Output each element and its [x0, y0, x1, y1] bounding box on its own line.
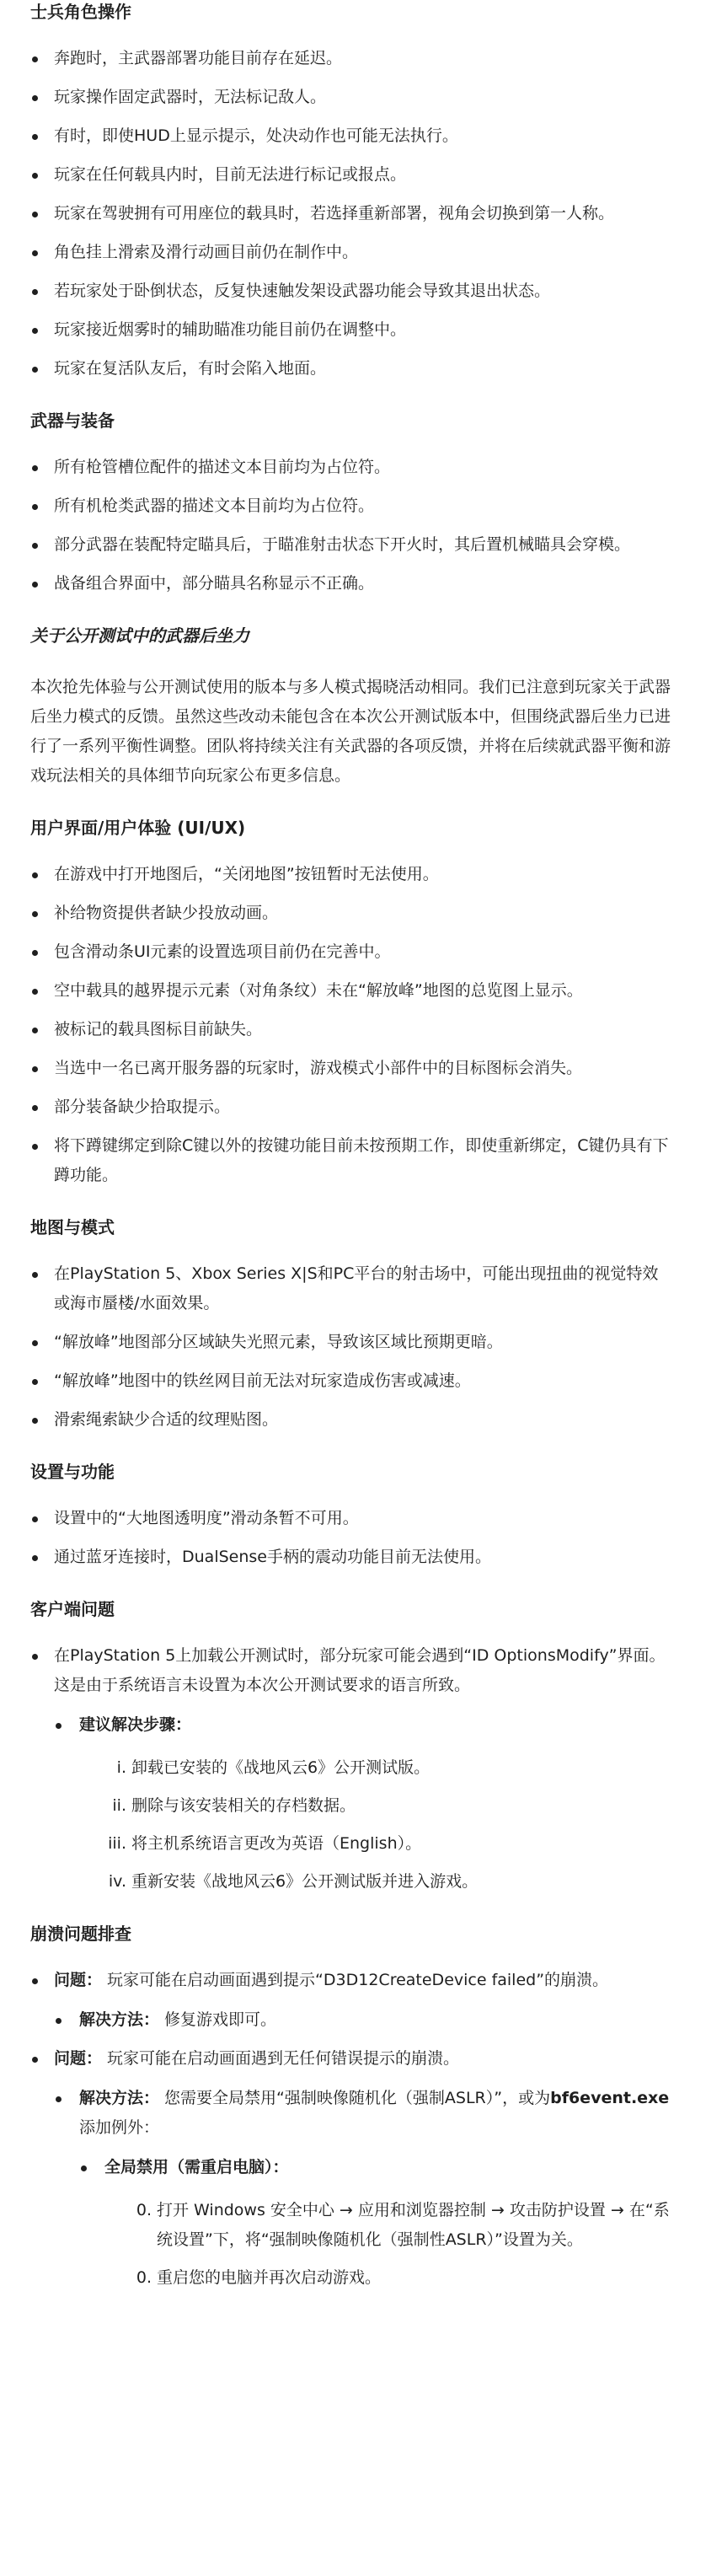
section-recoil — [30, 624, 674, 791]
section-title-recoil: 关于公开测试中的武器后坐力 — [30, 625, 249, 646]
step-item — [104, 1791, 674, 1821]
step-number: ii. — [112, 1796, 126, 1815]
list-item: 玩家在任何载具内时，目前无法进行标记或报点。 — [30, 160, 674, 190]
step-text: 打开 Windows 安全中心 → 应用和浏览器控制 → 攻击防护设置 → 在“系统设置”下，将“强制映像随机化（强制性ASLR）”设置为关。 — [157, 2201, 670, 2249]
problem-text: 玩家可能在启动画面遇到提示“D3D12CreateDevice failed”的崩溃。 — [102, 1971, 609, 1989]
list-item — [54, 1710, 674, 1897]
section-uiux — [30, 816, 674, 1190]
list-item — [79, 2153, 674, 2293]
list-item — [54, 2005, 674, 2035]
step-number: iii. — [108, 1834, 126, 1853]
list-item: 补给物资提供者缺少投放动画。 — [30, 899, 674, 928]
step-text: 卸载已安装的《战地风云6》公开测试版。 — [131, 1758, 431, 1777]
problem-label: 问题： — [54, 2049, 103, 2068]
step-text: 删除与该安装相关的存档数据。 — [131, 1796, 356, 1815]
list-item — [30, 2044, 674, 2293]
section-title-client: 客户端问题 — [30, 1599, 115, 1619]
list-item — [54, 2084, 674, 2293]
list-item: 部分武器在装配特定瞄具后，于瞄准射击状态下开火时，其后置机械瞄具会穿模。 — [30, 530, 674, 560]
problem-label: 问题： — [54, 1971, 103, 1989]
list-item: 将下蹲键绑定到除C键以外的按键功能目前未按预期工作，即使重新绑定，C键仍具有下蹲功能。 — [30, 1131, 674, 1190]
solution-label: 解决方法： — [79, 2010, 160, 2029]
list-item: 战备组合界面中，部分瞄具名称显示不正确。 — [30, 569, 674, 598]
list-item: 在PlayStation 5、Xbox Series X|S和PC平台的射击场中，可能出现扭曲的视觉特效或海市蜃楼/水面效果。 — [30, 1259, 674, 1318]
section-weapons — [30, 409, 674, 598]
list-crash — [30, 1966, 674, 2293]
list-item: “解放峰”地图中的铁丝网目前无法对玩家造成伤害或减速。 — [30, 1366, 674, 1396]
client-nested-list — [54, 1710, 674, 1897]
solution-text: 修复游戏即可。 — [159, 2010, 277, 2029]
list-item: 在游戏中打开地图后，“关闭地图”按钮暂时无法使用。 — [30, 860, 674, 889]
solution-text: 您需要全局禁用“强制映像随机化（强制ASLR）”，或为 — [159, 2089, 551, 2107]
global-steps-list — [104, 2196, 674, 2293]
client-issue-text: 在PlayStation 5上加载公开测试时，部分玩家可能会遇到“ID OptionsModify”界面。这是由于系统语言未设置为本次公开测试要求的语言所致。 — [54, 1646, 666, 1694]
list-item: 设置中的“大地图透明度”滑动条暂不可用。 — [30, 1504, 674, 1533]
section-title-uiux: 用户界面/用户体验 (UI/UX) — [30, 818, 246, 838]
section-title-weapons: 武器与装备 — [30, 411, 115, 431]
list-item: 玩家在复活队友后，有时会陷入地面。 — [30, 354, 674, 384]
solution-label: 解决方法： — [79, 2089, 160, 2107]
list-item: 玩家在驾驶拥有可用座位的载具时，若选择重新部署，视角会切换到第一人称。 — [30, 199, 674, 228]
step-number: iv. — [108, 1872, 126, 1891]
list-client — [30, 1641, 674, 1897]
section-title-crash: 崩溃问题排查 — [30, 1924, 131, 1944]
list-maps — [30, 1259, 674, 1435]
list-item: 所有机枪类武器的描述文本目前均为占位符。 — [30, 491, 674, 521]
list-item: 当选中一名已离开服务器的玩家时，游戏模式小部件中的目标图标会消失。 — [30, 1054, 674, 1083]
solution-text-suffix: 添加例外： — [79, 2118, 160, 2137]
step-number: 0. — [136, 2268, 152, 2287]
recoil-paragraph: 本次抢先体验与公开测试使用的版本与多人模式揭晓活动相同。我们已注意到玩家关于武器后坐力模式的反馈。虽然这些改动未能包含在本次公开测试版本中，但围绕武器后坐力已进行了一系列平衡性调整。团队将持续关注有关武器的各项反馈，并将在后续就武器平衡和游戏玩法相关的具体细节向玩家公布更多信息。 — [30, 678, 671, 785]
list-uiux — [30, 860, 674, 1190]
step-number: i. — [116, 1758, 126, 1777]
global-disable-label: 全局禁用（需重启电脑）： — [104, 2158, 289, 2176]
list-item: 通过蓝牙连接时，DualSense手柄的震动功能目前无法使用。 — [30, 1543, 674, 1572]
list-item: 空中载具的越界提示元素（对角条纹）未在“解放峰”地图的总览图上显示。 — [30, 976, 674, 1006]
list-item — [30, 1641, 674, 1897]
section-crash — [30, 1922, 674, 2293]
list-settings — [30, 1504, 674, 1572]
section-title-maps: 地图与模式 — [30, 1217, 115, 1237]
global-disable-list — [79, 2153, 674, 2293]
exe-name: bf6event.exe — [550, 2089, 670, 2107]
list-weapons — [30, 453, 674, 598]
problem-text: 玩家可能在启动画面遇到无任何错误提示的崩溃。 — [102, 2049, 460, 2068]
steps-label: 建议解决步骤： — [79, 1715, 192, 1734]
list-item: 部分装备缺少拾取提示。 — [30, 1092, 674, 1122]
list-item: 奔跑时，主武器部署功能目前存在延迟。 — [30, 44, 674, 73]
step-item — [130, 2263, 674, 2293]
list-item: 包含滑动条UI元素的设置选项目前仍在完善中。 — [30, 937, 674, 967]
list-item: 所有枪管槽位配件的描述文本目前均为占位符。 — [30, 453, 674, 482]
list-item: 角色挂上滑索及滑行动画目前仍在制作中。 — [30, 238, 674, 267]
list-item: 有时，即使HUD上显示提示，处决动作也可能无法执行。 — [30, 121, 674, 151]
section-title-settings: 设置与功能 — [30, 1462, 115, 1482]
list-item — [30, 1966, 674, 2035]
list-soldier — [30, 44, 674, 384]
step-item — [104, 1867, 674, 1897]
step-text: 重启您的电脑并再次启动游戏。 — [157, 2268, 382, 2287]
list-item: 玩家接近烟雾时的辅助瞄准功能目前仍在调整中。 — [30, 315, 674, 345]
section-maps — [30, 1216, 674, 1435]
list-item: 被标记的载具图标目前缺失。 — [30, 1015, 674, 1044]
solution-list — [54, 2005, 674, 2035]
client-steps-list — [79, 1753, 674, 1897]
step-number: 0. — [136, 2201, 152, 2219]
solution-list — [54, 2084, 674, 2293]
list-item: 玩家操作固定武器时，无法标记敌人。 — [30, 83, 674, 112]
step-text: 重新安装《战地风云6》公开测试版并进入游戏。 — [131, 1872, 479, 1891]
section-client — [30, 1597, 674, 1897]
section-settings — [30, 1460, 674, 1572]
section-title-soldier: 士兵角色操作 — [30, 2, 131, 22]
step-item — [104, 1829, 674, 1859]
step-item — [104, 1753, 674, 1783]
step-text: 将主机系统语言更改为英语（English）。 — [131, 1834, 422, 1853]
section-soldier — [30, 0, 674, 384]
list-item: 滑索绳索缺少合适的纹理贴图。 — [30, 1405, 674, 1435]
list-item: 若玩家处于卧倒状态，反复快速触发架设武器功能会导致其退出状态。 — [30, 276, 674, 306]
step-item — [130, 2196, 674, 2255]
list-item: “解放峰”地图部分区域缺失光照元素，导致该区域比预期更暗。 — [30, 1328, 674, 1357]
